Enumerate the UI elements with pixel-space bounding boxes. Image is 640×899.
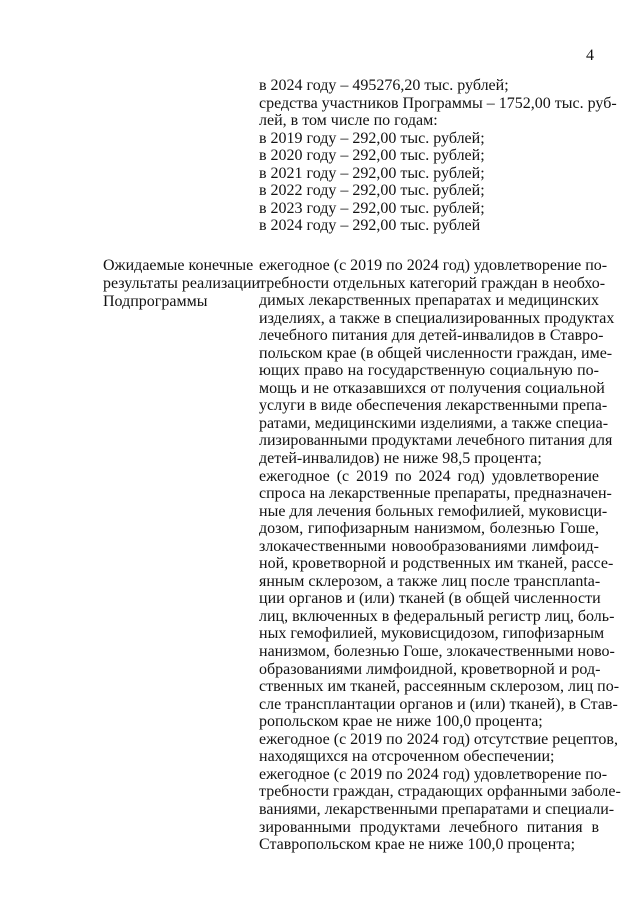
text-line: дозом, гипофизарным нанизмом, болезнью Гоше, <box>259 520 599 538</box>
text-line: в 2022 году – 292,00 тыс. рублей; <box>259 182 485 199</box>
text-line: спроса на лекарственные препараты, предназначен- <box>259 485 612 503</box>
results-paragraph <box>259 467 620 731</box>
section-label <box>103 257 261 311</box>
text-line: ваниями, лекарственными препаратами и специали- <box>259 800 615 818</box>
section-label-line: Ожидаемые конечные <box>103 257 254 274</box>
text-line: лей, в том числе по годам: <box>259 112 438 129</box>
text-line: в 2019 году – 292,00 тыс. рублей; <box>259 129 485 147</box>
text-line: находящихся на отсроченном обеспечении; <box>259 748 555 766</box>
text-line: требности отдельных категорий граждан в необхо- <box>259 274 606 292</box>
text-line: ропольском крае не ниже 100,0 процента; <box>259 713 543 731</box>
text-line: в 2023 году – 292,00 тыс. рублей; <box>259 199 485 217</box>
text-line: сле трансплантации органов и (или) тканей), в Став- <box>259 695 618 713</box>
text-line: димых лекарственных препаратах и медицинских <box>259 292 599 310</box>
text-line: образованиями лимфоидной, кроветворной и род- <box>259 660 601 678</box>
text-line: лечебного питания для детей-инвалидов в Ставро- <box>259 327 604 345</box>
text-line: лизированными продуктами лечебного питания для <box>259 432 613 450</box>
text-line: ющих право на государственную социальную по- <box>259 362 599 380</box>
text-line: польском крае (в общей численности граждан, име- <box>259 344 613 362</box>
expected-results-text <box>259 257 621 854</box>
text-line: ных гемофилией, муковисцидозом, гипофизарным <box>259 625 605 643</box>
text-line: средства участников Программы – 1752,00 тыс. руб- <box>259 94 617 112</box>
text-line: ственных им тканей, рассеянным склерозом, лиц по- <box>259 678 620 696</box>
text-line: ратами, медицинскими изделиями, а также специа- <box>259 414 609 432</box>
text-line: ной, кроветворной и родственных им тканей, рассе- <box>259 555 614 573</box>
text-line: ежегодное (с 2019 по 2024 год) удовлетворение <box>259 467 599 485</box>
text-line: ции органов и (или) тканей (в общей численности <box>259 590 601 608</box>
text-line: изделиях, а также в специализированных продуктах <box>259 309 615 327</box>
text-line: в 2024 году – 292,00 тыс. рублей <box>259 217 481 234</box>
text-line: ежегодное (с 2019 по 2024 год) удовлетворение по- <box>259 765 608 783</box>
text-line: требности граждан, страдающих орфанными заболе- <box>259 783 621 801</box>
text-line: в 2024 году – 495276,20 тыс. рублей; <box>259 77 509 94</box>
funding-by-year-text <box>259 77 617 235</box>
text-line: в 2021 году – 292,00 тыс. рублей; <box>259 164 485 182</box>
text-line: услуги в виде обеспечения лекарственными препа- <box>259 397 608 415</box>
text-line: злокачественными новообразованиями лимфоид- <box>259 537 599 555</box>
results-paragraph <box>259 257 615 468</box>
results-paragraph <box>259 730 618 766</box>
text-line: ежегодное (с 2019 по 2024 год) отсутствие рецептов, <box>259 730 618 748</box>
text-line: мощь и не отказавшихся от получения социальной <box>259 379 605 397</box>
text-line: в 2020 году – 292,00 тыс. рублей; <box>259 147 485 164</box>
page-number: 4 <box>586 47 594 64</box>
text-line: ные для лечения больных гемофилией, муковисци- <box>259 502 608 520</box>
text-line: лиц, включенных в федеральный регистр лиц, боль- <box>259 607 615 625</box>
text-line: янным склерозом, а также лиц после трансплanta- <box>259 572 601 590</box>
text-line: Ставропольском крае не ниже 100,0 процента; <box>259 836 576 854</box>
section-label-line: Подпрограммы <box>103 293 208 310</box>
text-line: нанизмом, болезнью Гоше, злокачественными ново- <box>259 643 615 661</box>
results-paragraph <box>259 765 621 854</box>
text-line: зированными продуктами лечебного питания в <box>259 818 599 836</box>
text-line: ежегодное (с 2019 по 2024 год) удовлетворение по- <box>259 257 608 274</box>
section-label-line: результаты реализации <box>103 275 261 292</box>
text-line: детей-инвалидов) не ниже 98,5 процента; <box>259 450 542 468</box>
